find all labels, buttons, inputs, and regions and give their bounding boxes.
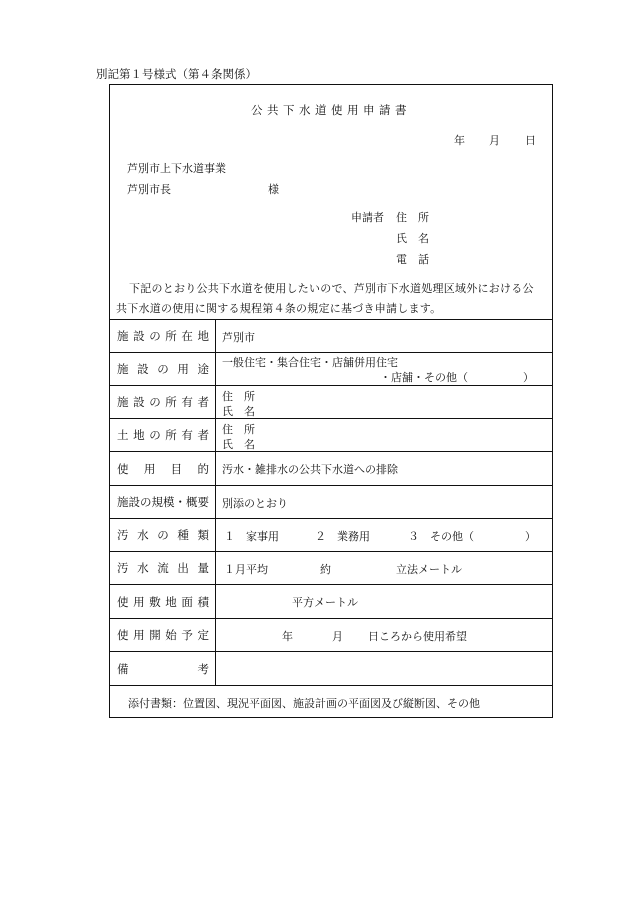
date-day[interactable]: 日 [525,134,536,147]
outflow-label: 汚水流出量 [117,561,209,575]
start-date-label-cell [110,619,216,651]
scale-value: 別添のとおり [222,497,288,510]
outflow-value-cell[interactable] [216,552,552,584]
purpose-value-cell[interactable] [216,452,552,485]
row-land-owner [110,418,552,451]
sewage-type-option-household[interactable]: １ 家事用 [224,530,279,543]
start-date-label: 使用開始予定 [117,628,209,642]
row-outflow [110,551,552,584]
facility-owner-value-cell[interactable] [216,386,552,418]
use-options-line1: 一般住宅・集合住宅・店舗併用住宅 [222,356,398,369]
scale-label-cell [110,486,216,518]
start-date-year: 年 [282,630,293,643]
remarks-label-cell [110,652,216,685]
row-purpose [110,451,552,485]
purpose-label-cell [110,452,216,485]
form-number-label: 別記第１号様式（第４条関係） [96,67,257,81]
use-options-line2: ・店舗・その他（ ） [380,371,534,384]
site-area-unit: 平方メートル [292,596,358,609]
site-area-label-cell [110,585,216,618]
addressee-line2: 芦別市長 [127,183,171,196]
sewage-type-other-close: ） [525,530,536,543]
use-label-cell [110,353,216,385]
scale-label: 施設の規模・概要 [117,495,209,509]
row-remarks [110,651,552,685]
start-date-value-cell[interactable] [216,619,552,651]
facility-owner-label-cell [110,386,216,418]
location-label: 施設の所在地 [117,329,209,343]
site-area-label: 使用敷地面積 [117,594,209,609]
land-owner-name-label: 氏 名 [222,438,255,451]
location-value-cell[interactable] [216,320,552,352]
application-form [109,84,553,718]
start-date-month: 月 [332,630,343,643]
attachments-note: 添付書類：位置図、現況平面図、施設計画の平面図及び縦断図、その他 [128,697,480,710]
outflow-prefix: １月平均 [224,563,268,576]
sewage-type-option-business[interactable]: ２ 業務用 [315,530,370,543]
row-facility-owner [110,385,552,418]
scale-value-cell[interactable] [216,486,552,518]
outflow-approx: 約 [320,563,331,576]
start-date-rest: 日ころから使用希望 [368,630,467,643]
sewage-type-label-cell [110,519,216,551]
sewage-type-value-cell[interactable] [216,519,552,551]
outflow-label-cell [110,552,216,584]
sewage-type-option-other[interactable]: ３ その他（ [408,530,474,543]
date-month[interactable]: 月 [489,134,500,147]
outflow-unit: 立法メートル [396,563,462,576]
applicant-role: 申請者 [351,211,384,224]
use-label: 施設の用途 [117,362,209,376]
location-label-cell [110,320,216,352]
row-location [110,319,552,352]
date-year[interactable]: 年 [454,134,465,147]
sewage-type-label: 汚水の種類 [117,528,209,542]
site-area-value-cell[interactable] [216,585,552,618]
row-start-date [110,618,552,651]
purpose-label: 使用目的 [117,461,209,476]
land-owner-label-cell [110,419,216,451]
location-value: 芦別市 [222,331,255,344]
row-site-area [110,584,552,618]
use-value-cell[interactable] [216,353,552,385]
form-title: 公共下水道使用申請書 [251,103,411,117]
facility-owner-label: 施設の所有者 [117,395,209,409]
land-owner-address-label: 住 所 [222,423,255,436]
statement-line1: 下記のとおり公共下水道を使用したいので、芦別市下水道処理区域外における公 [129,282,534,295]
statement-line2: 共下水道の使用に関する規程第４条の規定に基づき申請します。 [116,302,442,315]
attachments-row [110,685,552,720]
applicant-phone-label[interactable]: 電 話 [396,253,429,266]
purpose-value: 汚水・雑排水の公共下水道への排除 [222,463,398,476]
land-owner-label: 土地の所有者 [117,428,209,442]
facility-owner-name-label: 氏 名 [222,405,255,418]
applicant-address-label[interactable]: 住 所 [396,211,429,224]
addressee-honorific: 様 [268,183,279,196]
row-sewage-type [110,518,552,551]
row-use [110,352,552,385]
land-owner-value-cell[interactable] [216,419,552,451]
row-scale [110,485,552,518]
facility-owner-address-label: 住 所 [222,390,255,403]
remarks-value-cell[interactable] [216,652,552,685]
addressee-line1: 芦別市上下水道事業 [127,162,226,175]
applicant-name-label[interactable]: 氏 名 [396,232,429,245]
remarks-label: 備考 [117,661,209,676]
